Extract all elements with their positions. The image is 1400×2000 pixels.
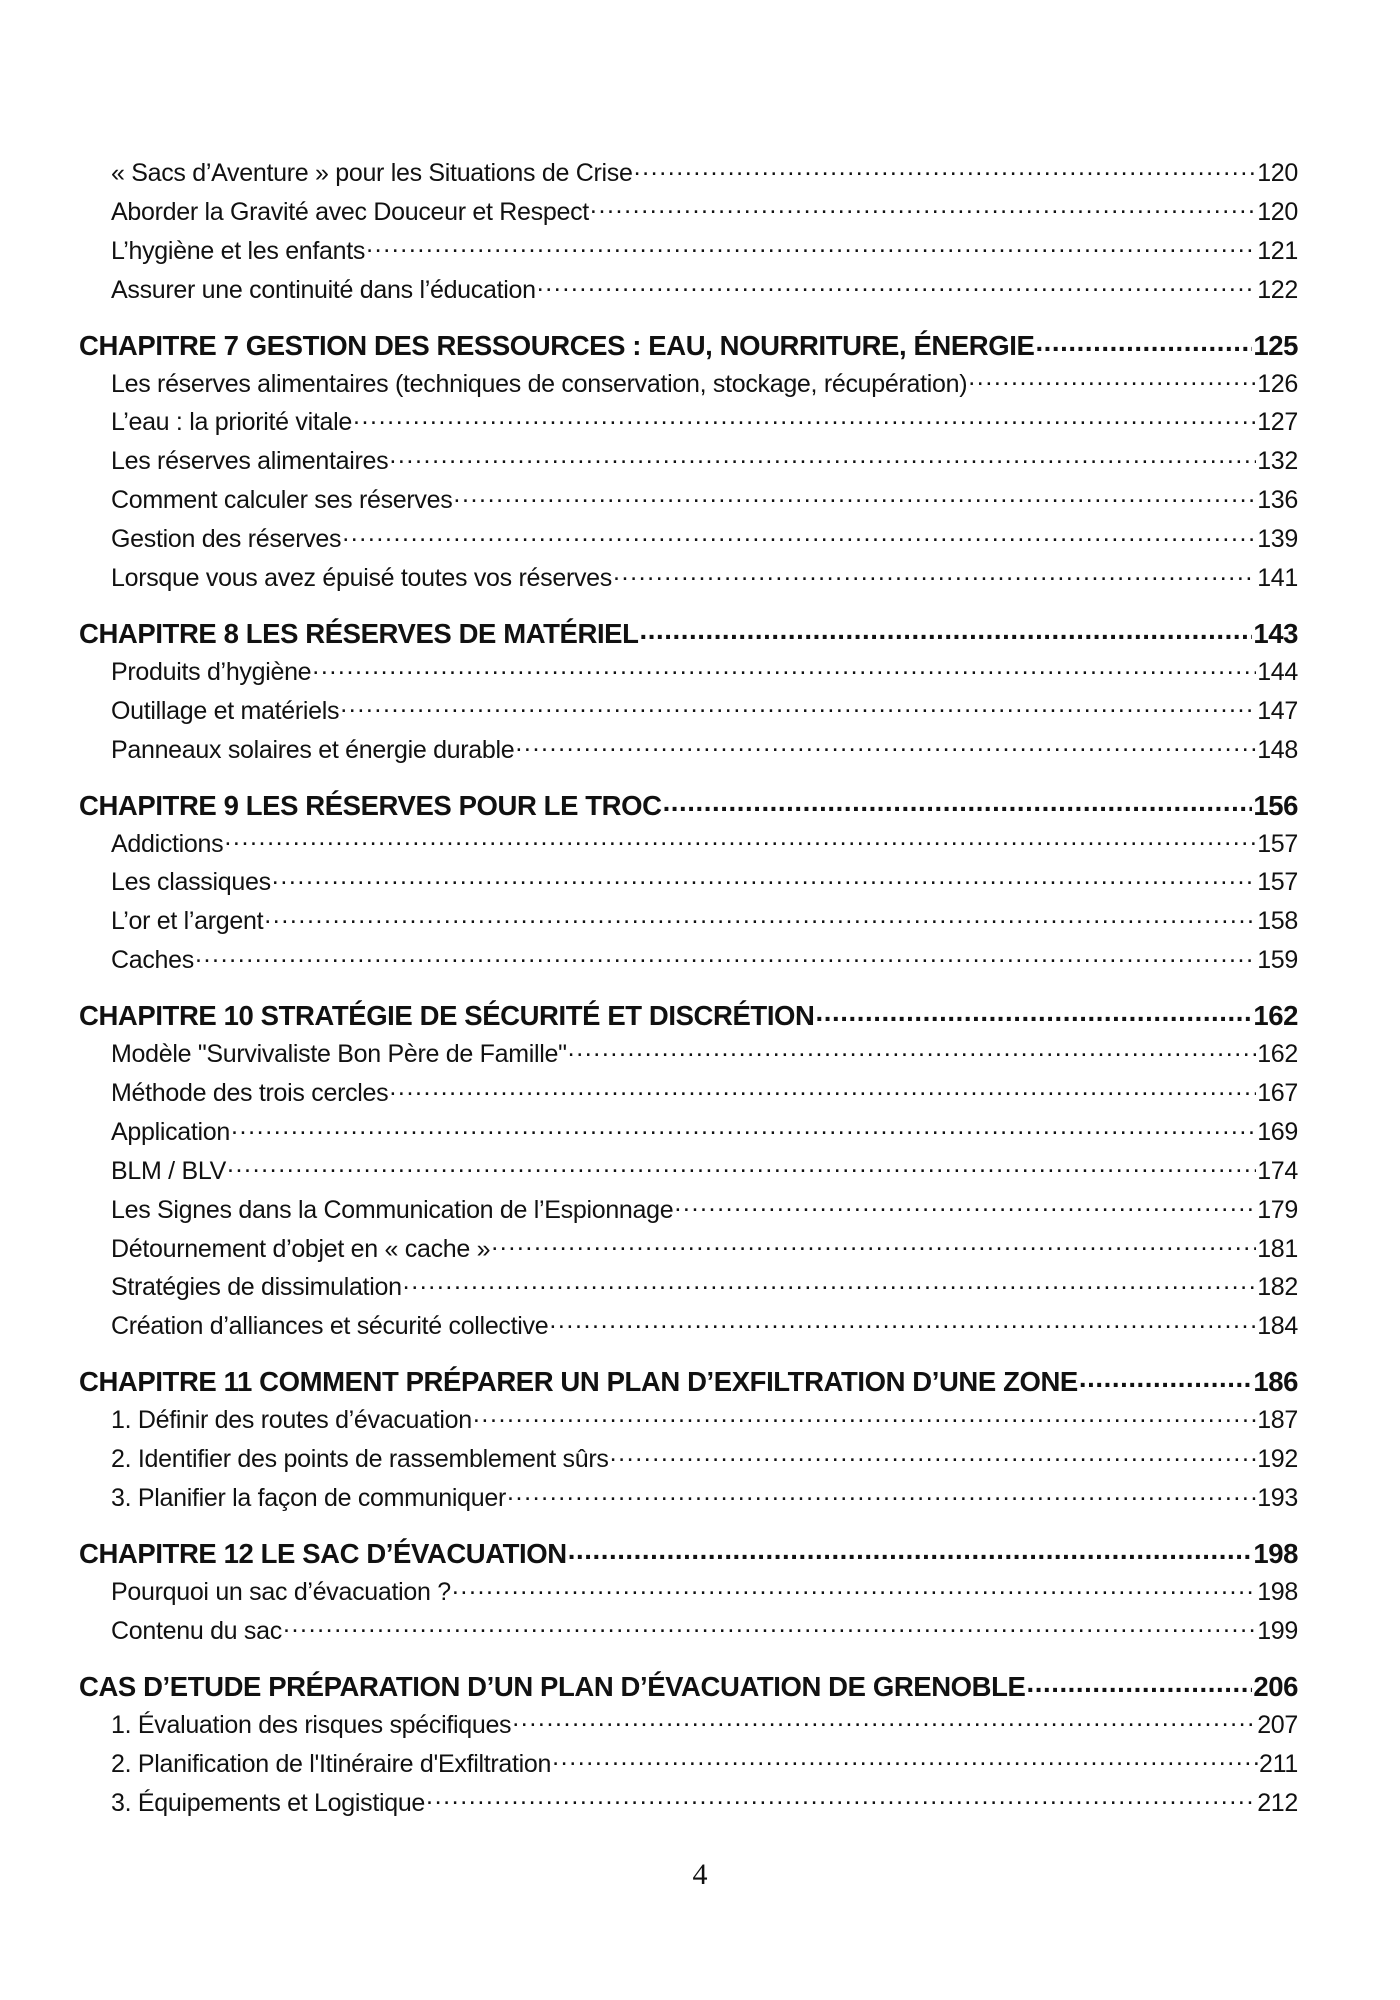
toc-chapter-heading[interactable] bbox=[79, 1363, 1298, 1401]
toc-entry-page: 121 bbox=[1257, 236, 1298, 265]
toc-entry[interactable] bbox=[79, 1612, 1298, 1651]
toc-entry-title: 1. Évaluation des risques spécifiques bbox=[111, 1710, 512, 1739]
toc-entry[interactable] bbox=[79, 825, 1298, 864]
toc-entry-page: 157 bbox=[1257, 829, 1298, 858]
dot-leader bbox=[674, 1193, 1256, 1218]
page-number: 4 bbox=[692, 1858, 708, 1891]
toc-entry-title: Assurer une continuité dans l’éducation bbox=[111, 275, 536, 304]
toc-entry-page: 182 bbox=[1257, 1273, 1298, 1302]
dot-leader bbox=[634, 156, 1257, 181]
toc-entry-title: 3. Planifier la façon de communiquer bbox=[111, 1484, 506, 1513]
toc-entry-title: Méthode des trois cercles bbox=[111, 1079, 389, 1108]
toc-entry-title: 1. Définir des routes d’évacuation bbox=[111, 1406, 472, 1435]
toc-entry-title: Les réserves alimentaires (techniques de conservation, stockage, récupération) bbox=[111, 369, 968, 398]
toc-chapter-heading[interactable] bbox=[79, 615, 1298, 653]
dot-leader bbox=[195, 943, 1256, 968]
toc-entry-page: 169 bbox=[1257, 1117, 1298, 1146]
toc-entry[interactable] bbox=[79, 1230, 1298, 1269]
toc-entry[interactable] bbox=[79, 1191, 1298, 1230]
toc-entry-title: Aborder la Gravité avec Douceur et Respect bbox=[111, 197, 589, 226]
toc-entry-page: 127 bbox=[1257, 408, 1298, 437]
dot-leader bbox=[312, 655, 1256, 680]
toc-entry-title: Gestion des réserves bbox=[111, 525, 342, 554]
toc-entry-page: 198 bbox=[1253, 1537, 1298, 1569]
toc-entry[interactable] bbox=[79, 941, 1298, 980]
toc-entry-title: CHAPITRE 10 STRATÉGIE DE SÉCURITÉ ET DISCRÉTION bbox=[79, 1000, 815, 1032]
toc-entry-page: 184 bbox=[1257, 1312, 1298, 1341]
toc-entry-page: 144 bbox=[1257, 657, 1298, 686]
toc-chapter-heading[interactable] bbox=[79, 787, 1298, 825]
toc-entry-title: L’eau : la priorité vitale bbox=[111, 408, 352, 437]
toc-entry[interactable] bbox=[79, 1152, 1298, 1191]
toc-entry-page: 179 bbox=[1257, 1195, 1298, 1224]
toc-entry[interactable] bbox=[79, 1784, 1298, 1823]
toc-entry[interactable] bbox=[79, 442, 1298, 481]
dot-leader bbox=[610, 1442, 1257, 1467]
dot-leader bbox=[389, 1076, 1256, 1101]
dot-leader bbox=[512, 1708, 1256, 1733]
toc-entry[interactable] bbox=[79, 1268, 1298, 1307]
toc-entry[interactable] bbox=[79, 1440, 1298, 1479]
toc-entry[interactable] bbox=[79, 863, 1298, 902]
dot-leader bbox=[264, 904, 1256, 929]
toc-entry[interactable] bbox=[79, 481, 1298, 520]
toc-entry[interactable] bbox=[79, 1479, 1298, 1518]
toc-chapter-heading[interactable] bbox=[79, 1668, 1298, 1706]
toc-entry-page: 199 bbox=[1257, 1616, 1298, 1645]
dot-leader bbox=[224, 827, 1256, 852]
toc-entry-page: 212 bbox=[1257, 1788, 1298, 1817]
toc-entry[interactable] bbox=[79, 1113, 1298, 1152]
toc-entry-page: 159 bbox=[1257, 946, 1298, 975]
toc-entry[interactable] bbox=[79, 1307, 1298, 1346]
toc-entry-page: 174 bbox=[1257, 1156, 1298, 1185]
dot-leader bbox=[231, 1115, 1256, 1140]
dot-leader bbox=[537, 273, 1256, 298]
dot-leader bbox=[272, 865, 1256, 890]
toc-entry-page: 158 bbox=[1257, 907, 1298, 936]
toc-entry-page: 132 bbox=[1257, 447, 1298, 476]
toc-entry-title: CHAPITRE 8 LES RÉSERVES DE MATÉRIEL bbox=[79, 617, 639, 649]
dot-leader bbox=[283, 1614, 1256, 1639]
dot-leader bbox=[353, 405, 1256, 430]
toc-entry-title: « Sacs d’Aventure » pour les Situations de Crise bbox=[111, 159, 633, 187]
toc-entry[interactable] bbox=[79, 403, 1298, 442]
toc-entry-page: 207 bbox=[1257, 1710, 1298, 1739]
toc-entry-title: 3. Équipements et Logistique bbox=[111, 1788, 426, 1817]
dot-leader bbox=[568, 1535, 1253, 1563]
toc-chapter-heading[interactable] bbox=[79, 327, 1298, 365]
dot-leader bbox=[663, 787, 1253, 815]
dot-leader bbox=[515, 733, 1256, 758]
toc-entry[interactable] bbox=[79, 1706, 1298, 1745]
toc-entry-page: 211 bbox=[1259, 1749, 1298, 1778]
toc-entry-title: Les Signes dans la Communication de l’Espionnage bbox=[111, 1195, 674, 1224]
toc-entry-page: 122 bbox=[1257, 275, 1298, 304]
table-of-contents bbox=[79, 154, 1298, 1822]
toc-entry-page: 141 bbox=[1257, 564, 1298, 593]
toc-entry[interactable] bbox=[79, 559, 1298, 598]
dot-leader bbox=[552, 1747, 1258, 1772]
toc-entry[interactable] bbox=[79, 731, 1298, 770]
toc-entry-title: Détournement d’objet en « cache » bbox=[111, 1234, 491, 1263]
toc-entry-page: 143 bbox=[1253, 617, 1298, 649]
toc-entry[interactable] bbox=[79, 1573, 1298, 1612]
dot-leader bbox=[568, 1037, 1257, 1062]
toc-entry-title: Application bbox=[111, 1117, 231, 1146]
dot-leader bbox=[968, 367, 1256, 392]
dot-leader bbox=[342, 522, 1256, 547]
toc-entry-page: 156 bbox=[1253, 789, 1298, 821]
toc-chapter-heading[interactable] bbox=[79, 1535, 1298, 1573]
toc-entry-title: Stratégies de dissimulation bbox=[111, 1273, 402, 1302]
dot-leader bbox=[1079, 1364, 1252, 1392]
toc-entry-title: Outillage et matériels bbox=[111, 696, 340, 725]
toc-entry-title: Pourquoi un sac d’évacuation ? bbox=[111, 1577, 451, 1606]
toc-entry-page: 186 bbox=[1253, 1366, 1298, 1398]
toc-entry-page: 139 bbox=[1257, 525, 1298, 554]
toc-entry[interactable] bbox=[79, 653, 1298, 692]
toc-entry-title: Les réserves alimentaires bbox=[111, 447, 389, 476]
toc-entry-page: 162 bbox=[1257, 1040, 1298, 1069]
toc-entry-title: L’hygiène et les enfants bbox=[111, 236, 366, 265]
toc-entry-title: 2. Identifier des points de rassemblement sûrs bbox=[111, 1445, 609, 1474]
toc-entry[interactable] bbox=[79, 902, 1298, 941]
dot-leader bbox=[491, 1232, 1256, 1257]
toc-entry-page: 120 bbox=[1257, 159, 1298, 187]
dot-leader bbox=[227, 1154, 1256, 1179]
toc-entry-title: Produits d’hygiène bbox=[111, 657, 312, 686]
toc-entry[interactable] bbox=[79, 1074, 1298, 1113]
dot-leader bbox=[473, 1403, 1256, 1428]
toc-entry-title: CHAPITRE 12 LE SAC D’ÉVACUATION bbox=[79, 1537, 567, 1569]
toc-entry-title: Création d’alliances et sécurité collective bbox=[111, 1312, 549, 1341]
toc-entry-page: 187 bbox=[1257, 1406, 1298, 1435]
toc-entry-title: BLM / BLV bbox=[111, 1156, 226, 1185]
toc-entry-page: 120 bbox=[1257, 197, 1298, 226]
toc-entry[interactable] bbox=[79, 692, 1298, 731]
toc-entry-title: CHAPITRE 7 GESTION DES RESSOURCES : EAU, NOURRITURE, ÉNERGIE bbox=[79, 329, 1035, 361]
dot-leader bbox=[453, 483, 1256, 508]
toc-entry-title: Addictions bbox=[111, 829, 224, 858]
toc-entry[interactable] bbox=[79, 193, 1298, 232]
dot-leader bbox=[403, 1270, 1257, 1295]
dot-leader bbox=[1035, 327, 1252, 355]
toc-entry-page: 192 bbox=[1257, 1445, 1298, 1474]
toc-entry[interactable] bbox=[79, 520, 1298, 559]
toc-entry[interactable] bbox=[79, 271, 1298, 310]
toc-entry-page: 157 bbox=[1257, 868, 1298, 897]
dot-leader bbox=[366, 234, 1256, 259]
toc-entry-title: Modèle "Survivaliste Bon Père de Famille" bbox=[111, 1040, 567, 1069]
dot-leader bbox=[340, 694, 1256, 719]
dot-leader bbox=[640, 615, 1253, 643]
toc-entry-page: 193 bbox=[1257, 1484, 1298, 1513]
toc-entry-title: CHAPITRE 9 LES RÉSERVES POUR LE TROC bbox=[79, 789, 662, 821]
toc-entry[interactable] bbox=[79, 232, 1298, 271]
dot-leader bbox=[426, 1786, 1256, 1811]
toc-entry-page: 162 bbox=[1253, 1000, 1298, 1032]
toc-entry-title: Contenu du sac bbox=[111, 1616, 282, 1645]
dot-leader bbox=[549, 1309, 1256, 1334]
dot-leader bbox=[452, 1575, 1256, 1600]
toc-entry[interactable] bbox=[79, 1745, 1298, 1784]
toc-entry-title: Comment calculer ses réserves bbox=[111, 486, 453, 515]
toc-entry-page: 206 bbox=[1253, 1670, 1298, 1702]
toc-entry-page: 125 bbox=[1253, 329, 1298, 361]
toc-entry[interactable] bbox=[79, 1401, 1298, 1440]
toc-entry-page: 181 bbox=[1257, 1234, 1298, 1263]
toc-entry-title: CAS D’ETUDE PRÉPARATION D’UN PLAN D’ÉVACUATION DE GRENOBLE bbox=[79, 1670, 1026, 1702]
toc-entry-page: 136 bbox=[1257, 486, 1298, 515]
toc-entry-page: 198 bbox=[1257, 1577, 1298, 1606]
dot-leader bbox=[816, 998, 1253, 1026]
dot-leader bbox=[613, 561, 1256, 586]
toc-chapter-heading[interactable] bbox=[79, 997, 1298, 1035]
toc-entry[interactable] bbox=[79, 154, 1298, 193]
toc-entry-page: 147 bbox=[1257, 696, 1298, 725]
toc-entry-title: Caches bbox=[111, 946, 194, 975]
toc-entry-title: Les classiques bbox=[111, 868, 271, 897]
dot-leader bbox=[507, 1481, 1256, 1506]
toc-entry[interactable] bbox=[79, 365, 1298, 404]
toc-entry-title: Panneaux solaires et énergie durable bbox=[111, 735, 515, 764]
toc-entry-page: 167 bbox=[1257, 1079, 1298, 1108]
toc-entry-title: 2. Planification de l'Itinéraire d'Exfiltration bbox=[111, 1749, 552, 1778]
toc-entry-title: CHAPITRE 11 COMMENT PRÉPARER UN PLAN D’EXFILTRATION D’UNE ZONE bbox=[79, 1366, 1078, 1398]
toc-entry-title: L’or et l’argent bbox=[111, 907, 264, 936]
toc-entry-title: Lorsque vous avez épuisé toutes vos réserves bbox=[111, 564, 612, 593]
dot-leader bbox=[389, 444, 1256, 469]
dot-leader bbox=[1026, 1668, 1252, 1696]
toc-entry[interactable] bbox=[79, 1035, 1298, 1074]
toc-entry-page: 148 bbox=[1257, 735, 1298, 764]
toc-entry-page: 126 bbox=[1257, 369, 1298, 398]
dot-leader bbox=[590, 195, 1256, 220]
